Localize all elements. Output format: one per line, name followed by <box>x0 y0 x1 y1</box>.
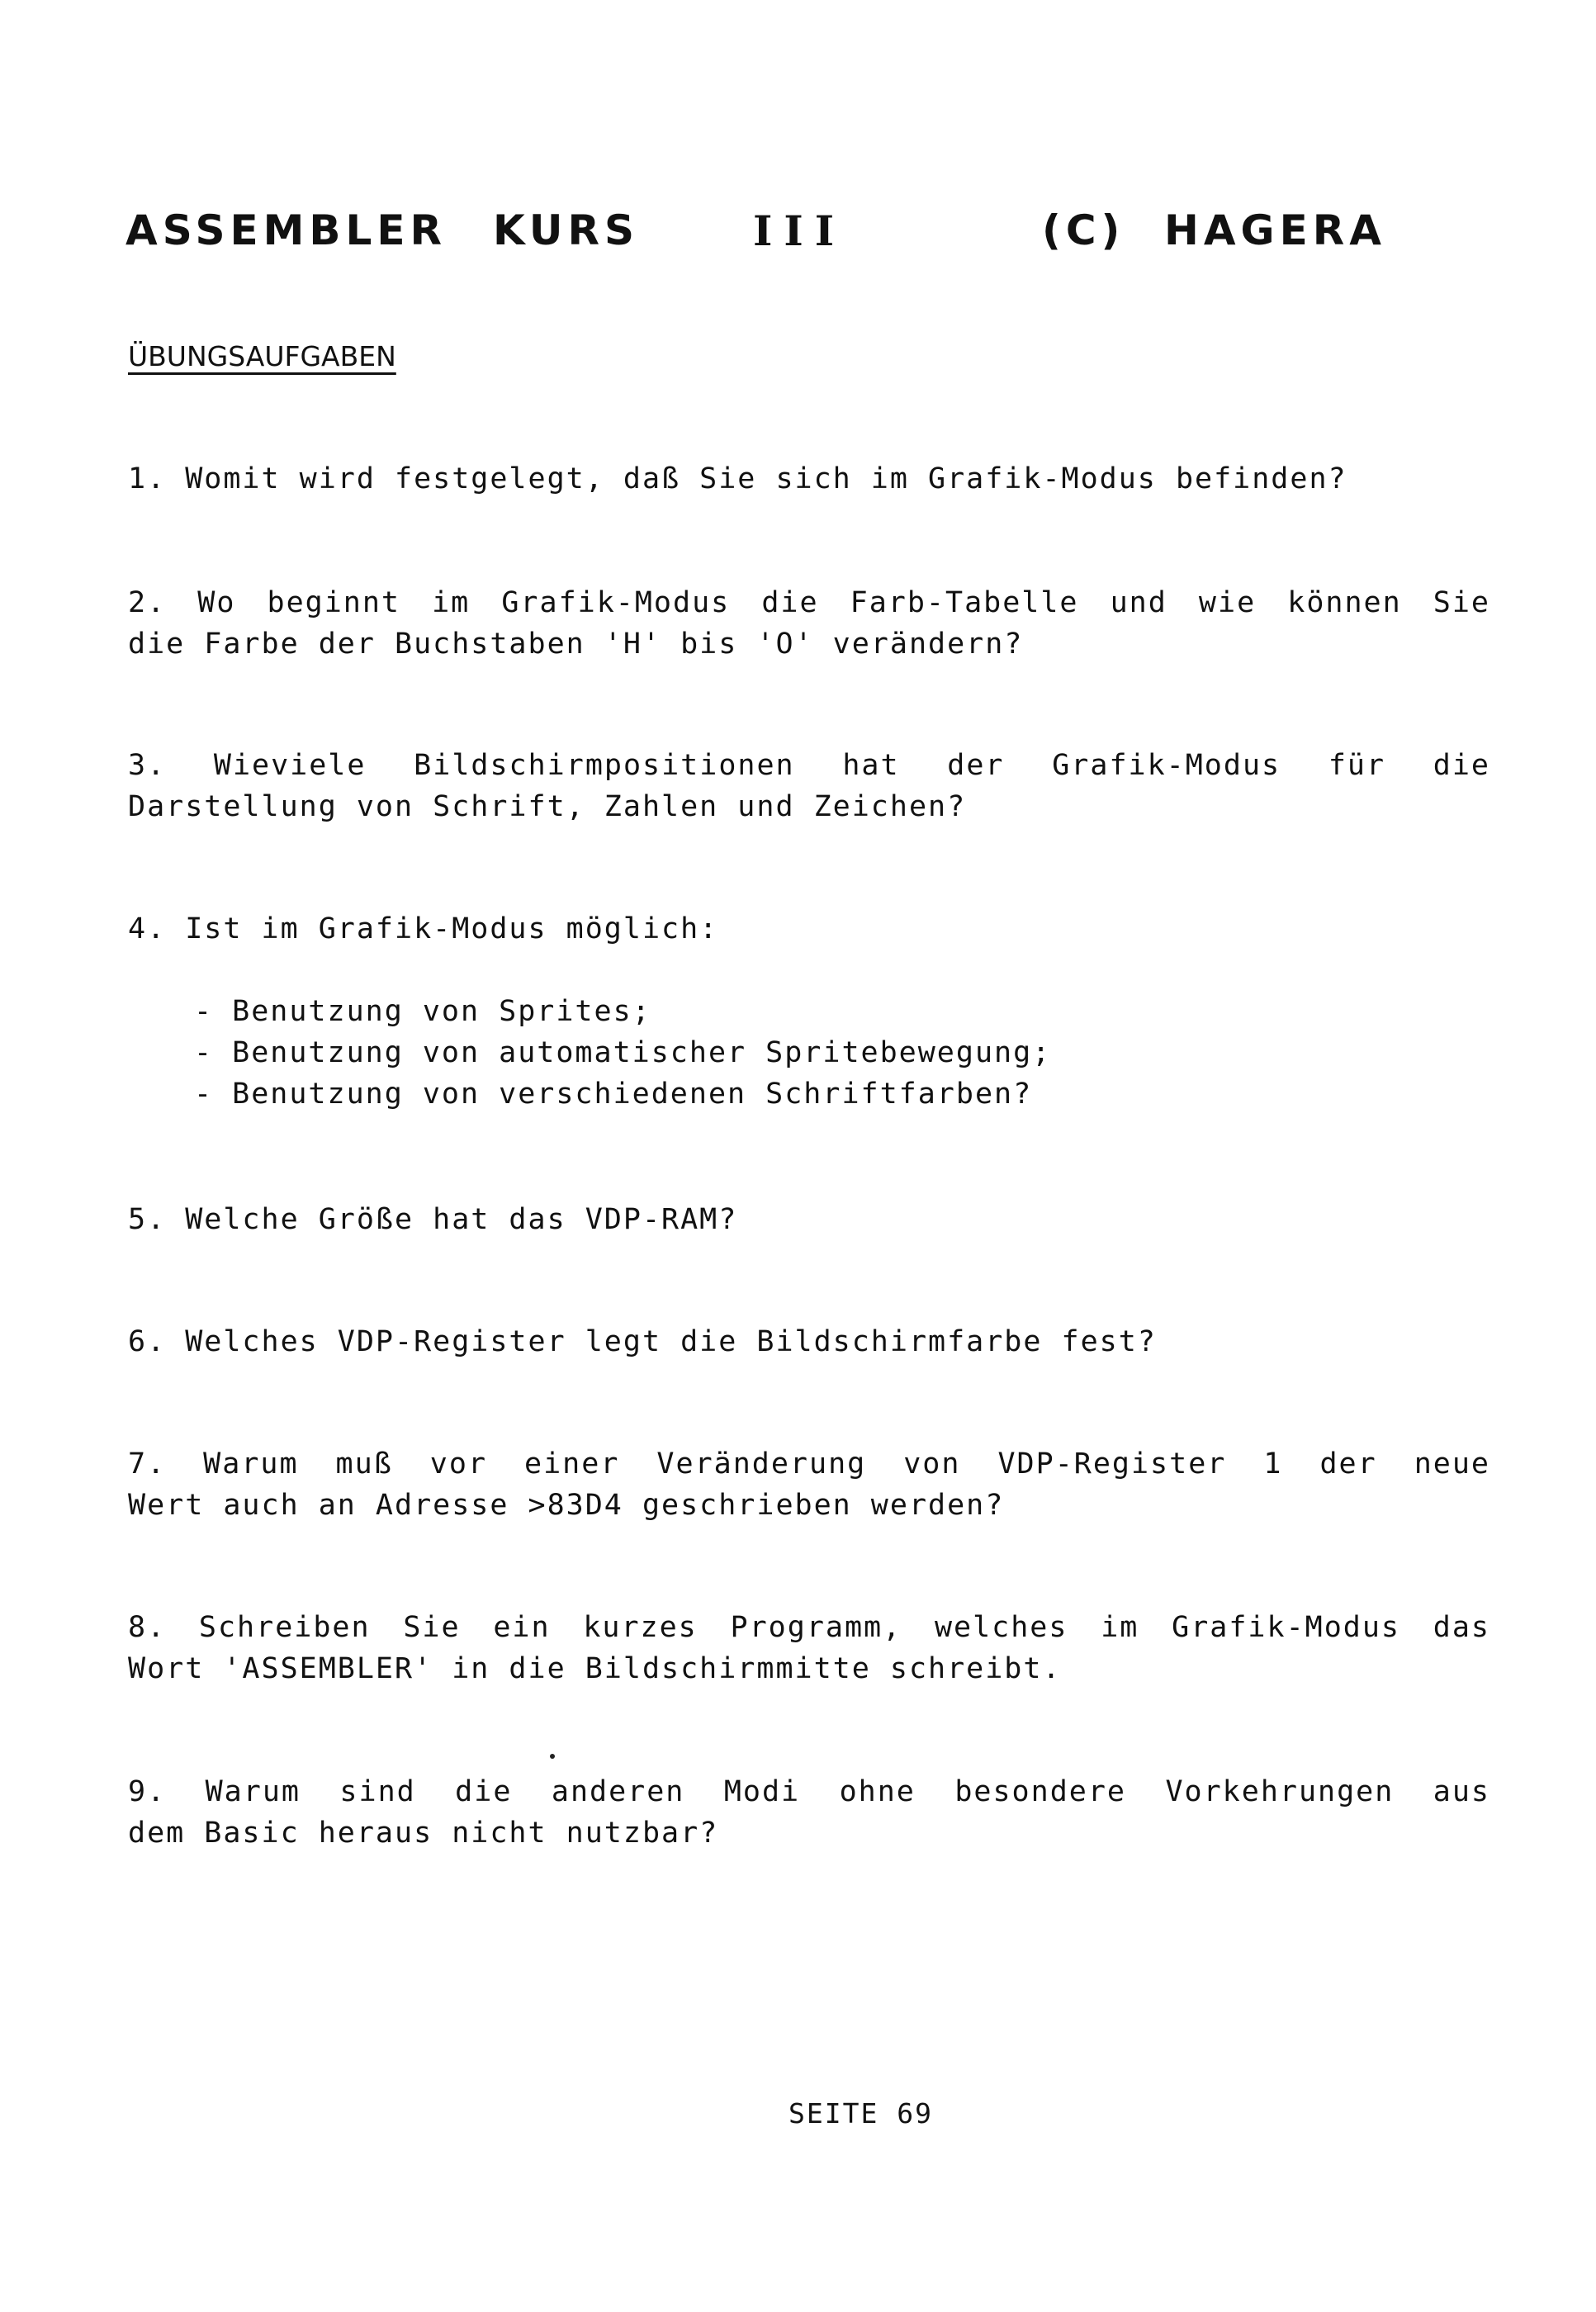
header-title-kurs: KURS <box>493 206 639 254</box>
list-item: - Benutzung von automatischer Spritebewegung; <box>194 1036 1052 1069</box>
stray-dot <box>550 1754 555 1759</box>
question-9 <box>128 1771 1490 1854</box>
question-line: 1. Womit wird festgelegt, daß Sie sich im Grafik-Modus befinden? <box>128 462 1347 495</box>
question-line: dem Basic heraus nicht nutzbar? <box>128 1817 719 1850</box>
question-line: Darstellung von Schrift, Zahlen und Zeichen? <box>128 790 967 823</box>
question-line: 6. Welches VDP-Register legt die Bildschirmfarbe fest? <box>128 1325 1157 1358</box>
list-item: - Benutzung von verschiedenen Schriftfarben? <box>194 1078 1033 1111</box>
header-volume-number: III <box>753 206 846 255</box>
question-line: 8. Schreiben Sie ein kurzes Programm, welches im Grafik-Modus das <box>128 1611 1490 1644</box>
section-heading: ÜBUNGSAUFGABEN <box>128 340 396 372</box>
question-1 <box>128 458 1490 500</box>
question-5 <box>128 1199 1490 1240</box>
question-2 <box>128 582 1490 665</box>
question-6 <box>128 1321 1490 1362</box>
question-line: die Farbe der Buchstaben 'H' bis 'O' verändern? <box>128 628 1024 661</box>
question-line: 3. Wieviele Bildschirmpositionen hat der Grafik-Modus für die <box>128 749 1490 782</box>
question-line: 4. Ist im Grafik-Modus möglich: <box>128 912 719 945</box>
question-4 <box>128 908 1490 950</box>
page-header <box>126 206 1414 272</box>
question-line: Wert auch an Adresse >83D4 geschrieben werden? <box>128 1489 1005 1522</box>
header-title-assembler: ASSEMBLER <box>126 206 448 254</box>
question-line: 7. Warum muß vor einer Veränderung von VDP-Register 1 der neue <box>128 1447 1490 1481</box>
question-8 <box>128 1607 1490 1689</box>
question-line: 2. Wo beginnt im Grafik-Modus die Farb-Tabelle und wie können Sie <box>128 586 1490 619</box>
question-4-sublist <box>194 991 1051 1115</box>
question-3 <box>128 745 1490 827</box>
page-number: SEITE 69 <box>789 2097 933 2130</box>
question-line: 5. Welche Größe hat das VDP-RAM? <box>128 1203 738 1236</box>
question-line: 9. Warum sind die anderen Modi ohne besondere Vorkehrungen aus <box>128 1775 1490 1808</box>
question-7 <box>128 1443 1490 1526</box>
question-line: Wort 'ASSEMBLER' in die Bildschirmmitte schreibt. <box>128 1652 1062 1685</box>
header-copyright: (C) <box>1042 206 1125 254</box>
header-author: HAGERA <box>1164 206 1386 254</box>
list-item: - Benutzung von Sprites; <box>194 995 651 1028</box>
